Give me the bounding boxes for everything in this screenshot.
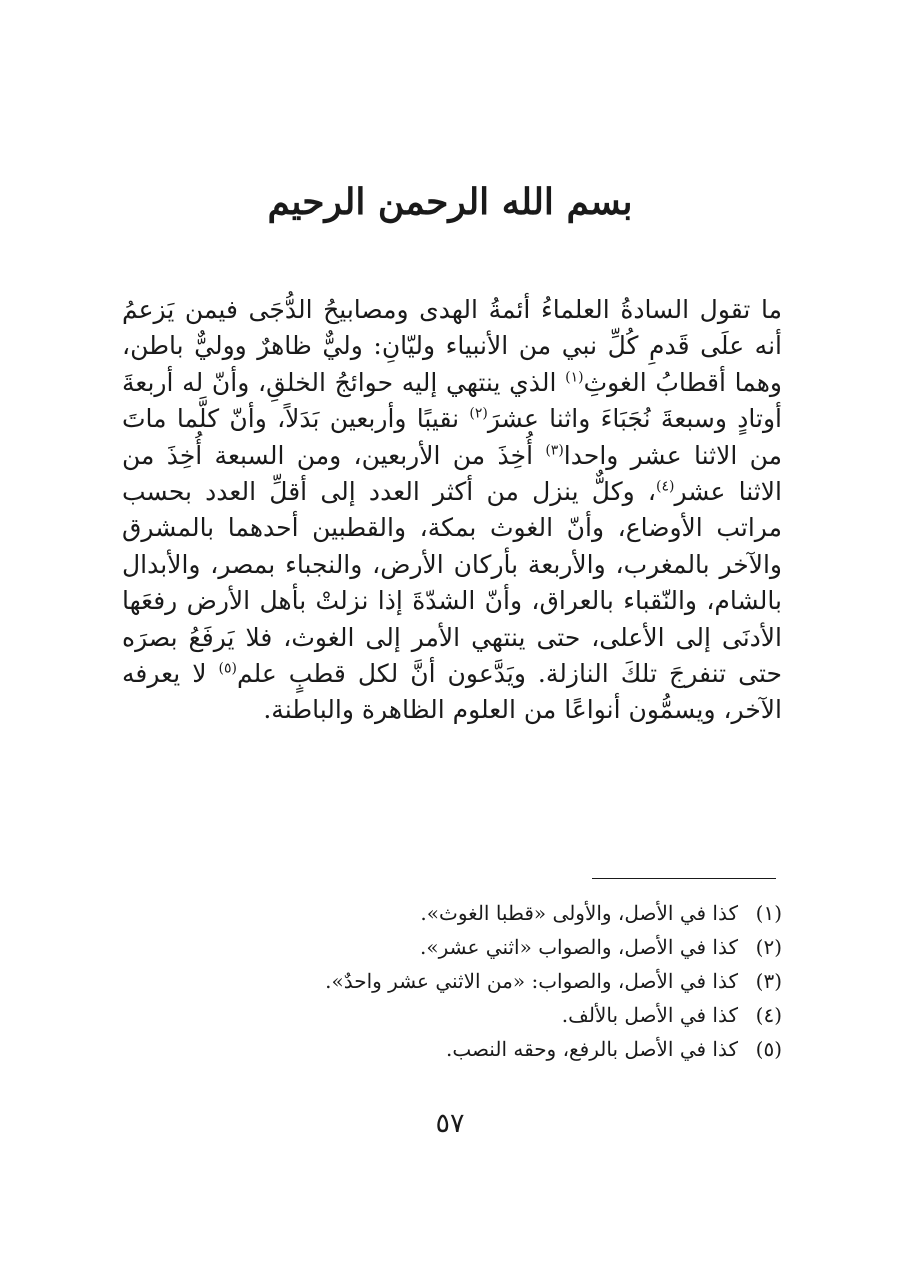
basmala-heading: بسم الله الرحمن الرحيم bbox=[267, 181, 633, 223]
footnote-text: كذا في الأصل، والأولى «قطبا الغوث». bbox=[420, 901, 738, 925]
footnote-list bbox=[122, 896, 782, 1066]
footnote-text: كذا في الأصل بالرفع، وحقه النصب. bbox=[445, 1037, 738, 1061]
footnote-number: (٤) bbox=[755, 1003, 782, 1027]
footnote-number: (٢) bbox=[755, 935, 782, 959]
footnote-item bbox=[122, 964, 782, 998]
footnote-reference-3: (٣) bbox=[545, 442, 564, 459]
page-number: ٥٧ bbox=[435, 1108, 465, 1139]
footnote-number: (٣) bbox=[755, 969, 782, 993]
paragraph-text: الذي ينتهي إليه حوائجُ الخلقِ، وأنّ له أربعةَ أوتادٍ وسبعةَ نُجَبَاءَ واثنا عشرَ bbox=[122, 367, 782, 434]
paragraph-text: لا يعرفه الآخر، ويسمُّون أنواعًا من العلوم الظاهرة والباطنة. bbox=[122, 659, 782, 725]
footnote-text: كذا في الأصل، والصواب «اثني عشر». bbox=[420, 935, 738, 959]
footnote-number: (١) bbox=[755, 901, 782, 925]
footnote-item bbox=[122, 896, 782, 930]
footnote-reference-4: (٤) bbox=[655, 478, 675, 495]
footnote-reference-2: (٢) bbox=[469, 405, 488, 422]
paragraph-text: ما تقول السادةُ العلماءُ أئمةُ الهدى ومصابيحُ الدُّجَى فيمن يَزعمُ أنه علَى قَدمِ كُلِّ نبي من الأنبياء وليّانِ: وليٌّ ظاهرٌ ووليٌّ باطن، وهما أقطابُ الغوثِ bbox=[122, 295, 783, 397]
paragraph-text: أُخِذَ من الأربعين، ومن السبعة أُخِذَ من الاثنا عشر bbox=[122, 440, 782, 507]
paragraph-text: نقيبًا وأربعين بَدَلاً، وأنّ كلَّما ماتَ من الاثنا عشر واحدا bbox=[122, 404, 783, 470]
paragraph-text: ، وكلٌّ ينزل من أكثر العدد إلى أقلِّ العدد بحسب مراتب الأوضاع، وأنّ الغوث بمكة، والقطبين أحدهما بالمشرق والآخر بالمغرب، والأربعة بأركان الأرض، والنجباء بمصر، والأبدال بالشام، والنّقباء بالعراق، وأنّ الشدّةَ إذا نزلتْ بأهل الأرض رفعَها الأدنَى إلى الأعلى، حتى ينتهي الأمر إلى الغوث، فلا يَرفَعُ بصرَه حتى تنفرجَ تلكَ النازلة. ويَدَّعون أنَّ لكل قطبٍ علم bbox=[122, 477, 782, 689]
footnote-separator bbox=[592, 878, 776, 879]
footnote-item bbox=[122, 1032, 782, 1066]
footnote-item bbox=[122, 998, 782, 1032]
footnote-number: (٥) bbox=[755, 1037, 782, 1061]
main-paragraph bbox=[122, 292, 782, 729]
footnote-reference-1: (١) bbox=[565, 369, 584, 386]
footnote-text: كذا في الأصل، والصواب: «من الاثني عشر واحدٌ». bbox=[325, 969, 738, 993]
footnote-reference-5: (٥) bbox=[218, 660, 237, 677]
footnote-text: كذا في الأصل بالألف. bbox=[561, 1003, 738, 1027]
footnote-item bbox=[122, 930, 782, 964]
